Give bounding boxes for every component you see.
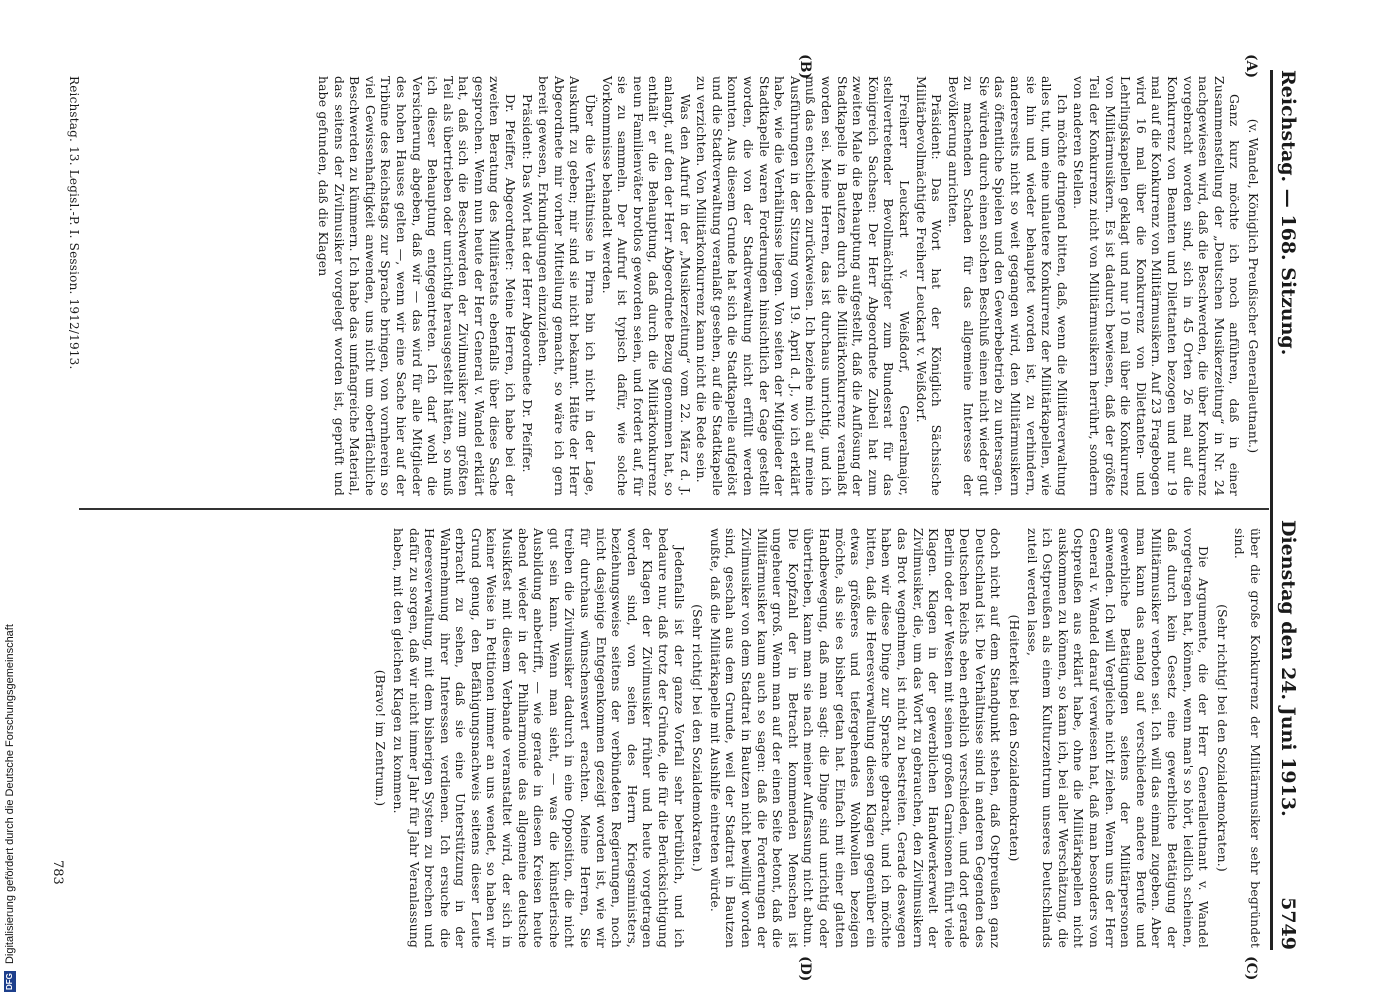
paragraph: Ich möchte dringend bitten, daß, wenn die Militärverwaltung alles tut, um eine unlautere Konkurrenz der Militärkapellen, wie sie hin und wieder behauptet worden ist, zu verhindern, andererseits nicht so weit gegangen wird, den Militärmusikern das öffentliche Spielen und den Gewerbebetrieb zu untersagen. Sie würden durch einen solchen Beschluß einen nicht wieder gut zu machenden Schaden für das allgemeine Interesse der Bevölkerung anrichten. xyxy=(945,76,1070,496)
paragraph: Ganz kurz möchte ich noch anführen, daß in einer Zusammenstellung der „Deutschen Musikerzeitung“ in Nr. 24 nachgewiesen wird, daß die Beschwerden, die über Konkurrenz vorgebracht worden sind, sich in 45 Orten 26 mal auf die Konkurrenz von Beamten und Dilettanten bezogen und nur 19 mal auf die Konkurrenz von Militärmusikern. Auf 23 Fragebogen wird 16 mal über die Konkurrenz von Dilettanten- und Lehrlingskapellen geklagt und nur 10 mal über die Konkurrenz von Militärmusikern. Es ist dadurch bewiesen, daß der größte Teil der Konkurrenz nicht von Militärmusikern herrührt, sondern von anderen Stellen. xyxy=(1071,76,1243,496)
marker-a: (A) xyxy=(1243,54,1259,79)
speaker-heading: (v. Wandel, Königlich Preußischer Generalleutnant.) xyxy=(1246,118,1261,454)
paragraph: Was den Aufruf in der „Musikerzeitung“ vom 22. März d. J. anlangt, auf den der Herr Abgeordnete Bezug genommen hat, so enthält er die Behauptung, daß durch die Militärkonkurrenz neun Familienväter brotlos geworden seien, und fordert auf, für sie zu sammeln. Der Aufruf ist typisch dafür, wie solche Vorkommnisse behandelt werden. xyxy=(599,76,693,496)
marker-b: (B) xyxy=(797,54,813,80)
paragraph: doch nicht auf dem Standpunkt stehen, daß Ostpreußen ganz Deutschland ist. Die Verhältnisse sind in anderen Gegenden des Deutschen Reichs eben erheblich verschieden, und dort gerade Berlin oder der Westen mit seinen großen Garnisonen führt viele Klagen. Klagen in der gewerblichen Handwerkerwelt der Zivilmusiker, die, um das Wort zu gebrauchen, den Zivilmusikern das Brot wegnehmen, ist nicht zu bestreiten. Gerade deswegen haben wir diese Dinge zur Sprache gebracht, und ich möchte bitten, daß die Heeresverwaltung diesen Klagen gegenüber ein etwas größeres und tiefergehendes Wohlwollen bezeigen möchte, als sie es bisher getan hat. Einfach mit einer glatten Handbewegung, daß man sagt: die Dinge sind unrichtig oder übertrieben, kann man sie nach meiner Auffassung nicht abtun. Die Kopfzahl der in Betracht kommenden Menschen ist ungeheuer groß. Wenn man auf der einen Seite betont, daß die Militärmusiker kaum auch so sagen: daß die Forderungen der Zivilmusiker von dem Stadtrat in Bautzen nicht bewilligt worden sind, geschah aus dem Grunde, weil der Stadtrat in Bautzen wußte, daß die Militärkapelle mit Aushilfe eintreten würde. xyxy=(707,528,1004,948)
paragraph: Präsident: Das Wort hat der Königlich Sächsische Militärbevollmächtigte Freiherr Leuckart v. Weißdorf. xyxy=(913,76,945,496)
marker-c: (C) xyxy=(1243,956,1259,981)
stage-direction: (Bravo! im Zentrum.) xyxy=(373,669,389,807)
side-credit xyxy=(0,0,20,1000)
page-header xyxy=(1277,70,1299,950)
left-column xyxy=(314,76,1263,496)
footer-session: Reichstag. 13. Legisl.-P. I. Session. 1912/1913. xyxy=(67,76,81,370)
paragraph: Jedenfalls ist der ganze Vorfall sehr betrüblich, und ich bedaure nur, daß trotz der Gründe, die für die Berücksichtigung der Klagen der Zivilmusiker früher und heute vorgetragen worden sind, von seiten des Herrn Kriegsministers, beziehungsweise seitens der verbündeten Regierungen, noch nicht dasjenige Entgegenkommen gezeigt worden ist, wie wir für durchaus wünschenswert erachten. Meine Herren, Sie treiben die Zivilmusiker dadurch in eine Opposition, die nicht gut sein kann. Wenn man sieht, — was die künstlerische Ausbildung anbetrifft, — wie gerade in diesen Kreisen heute abend wieder in der Philharmonie das allgemeine deutsche Musikfest mit diesem Verbande veranstaltet wird, der sich in keiner Weise in Petitionen immer an uns wendet, so haben wir Grund genug, den Befähigungsnachweis seitens dieser Leute erbracht zu sehen, daß sie eine Unterstützung in der Wahrnehmung ihrer Interessen verdienen. Ich ersuche die Heeresverwaltung, mit dem bisherigen System zu brechen und dafür zu sorgen, daß wir nicht immer Jahr für Jahr Veranlassung haben, mit den gleichen Klagen zu kommen. xyxy=(390,528,687,948)
paragraph: Freiherr Leuckart v. Weißdorf, Generalmajor, stellvertretender Bevollmächtigter zum Bundesrat für das Königreich Sachsen: Der Herr Abgeordnete Zubeil hat zum zweiten Male die Behauptung aufgestellt, daß die Auflösung der Stadtkapelle in Bautzen durch die Militärkonkurrenz veranlaßt worden sei. Meine Herren, das ist durchaus unrichtig, und ich muß das entschieden zurückweisen. Ich beziehe mich auf meine Ausführungen in der Sitzung vom 19. April d. J., wo ich erklärt habe, wie die Verhältnisse liegen. Von seiten der Mitglieder der Stadtkapelle waren Forderungen hinsichtlich der Gage gestellt worden, die von der Stadtverwaltung nicht erfüllt werden konnten. Aus diesem Grunde hat sich die Stadtkapelle aufgelöst und die Stadtverwaltung veranlaßt gesehen, auf die Stadtkapelle zu verzichten. Von Militärkonkurrenz kann nicht die Rede sein. xyxy=(694,76,912,496)
stage-direction: (Heiterkeit bei den Sozialdemokraten) xyxy=(1007,614,1023,862)
right-column xyxy=(370,528,1263,948)
stage-direction: (Sehr richtig! bei den Sozialdemokraten.) xyxy=(690,604,706,872)
footer-page-number: 783 xyxy=(50,860,65,885)
paragraph: Die Argumente, die der Herr Generalleutnant v. Wandel vorgetragen hat, können, wenn man's so hört, leidlich scheinen, daß durch kein Gesetz eine gewerbliche Betätigung der Militärmusiker verboten sei. Ich will das einmal zugeben. Aber man kann das analog auf verschiedene andere Berufe und gewerbliche Betätigungen seitens der Militärpersonen anwenden. Ich will Vergleiche nicht ziehen. Wenn uns der Herr General v. Wandel darauf verwiesen hat, daß man besonders von Ostpreußen aus erklärt habe, ohne die Militärkapellen nicht auskommen zu können, so kann ich, bei aller Werschätzung, die ich Ostpreußen als einem Kulturzentrum unseres Deutschlands zuteil werden lasse, xyxy=(1024,528,1212,948)
dfg-logo-icon: DFG xyxy=(5,973,15,990)
paragraph: Über die Verhältnisse in Pirna bin ich nicht in der Lage, Auskunft zu geben; mir sind sie nicht bekannt. Hätte der Herr Abgeordnete mir vorher Mitteilung gemacht, so wäre ich gern bereit gewesen, Erkundigungen einzuziehen. xyxy=(536,76,599,496)
paragraph: über die große Konkurrenz der Militärmusiker sehr begründet sind. xyxy=(1232,528,1263,948)
header-left: Reichstag. — 168. Sitzung. xyxy=(1277,70,1299,356)
column-divider xyxy=(79,508,1269,510)
header-rule xyxy=(1270,70,1273,950)
paragraph: Präsident: Das Wort hat der Herr Abgeordnete Dr. Pfeiffer. xyxy=(519,94,535,473)
side-credit-text: Digitalisierung gefördert durch die Deutsche Forschungsgemeinschaft xyxy=(4,624,16,965)
stage-direction: (Sehr richtig! bei den Sozialdemokraten.) xyxy=(1214,604,1230,872)
header-page-number: 5749 xyxy=(1277,897,1299,950)
paragraph: Dr. Pfeiffer, Abgeordneter: Meine Herren, ich habe bei der zweiten Beratung des Militäretats ebenfalls über diese Sache gesprochen. Wenn nun heute der Herr General v. Wandel erklärt hat, daß sich die Beschwerden der Zivilmusiker zum größten Teil als übertrieben oder unrichtig herausgestellt hätten, so muß ich dieser Behauptung entgegentreten. Ich darf wohl die Versicherung abgeben, daß wir — das wird für alle Mitglieder des hohen Hauses gelten —, wenn wir eine Sache hier auf der Tribüne des Reichstags zur Sprache bringen, von vornherein so viel Gewissenhaftigkeit anwenden, uns nicht um oberflächliche Beschwerden zu kümmern. Ich habe das umfangreiche Material, das seitens der Zivilmusiker vorgelegt worden ist, geprüft und habe gefunden, daß die Klagen xyxy=(315,76,519,496)
marker-d: (D) xyxy=(797,956,813,982)
header-center: Dienstag den 24. Juni 1913. xyxy=(1277,520,1299,817)
